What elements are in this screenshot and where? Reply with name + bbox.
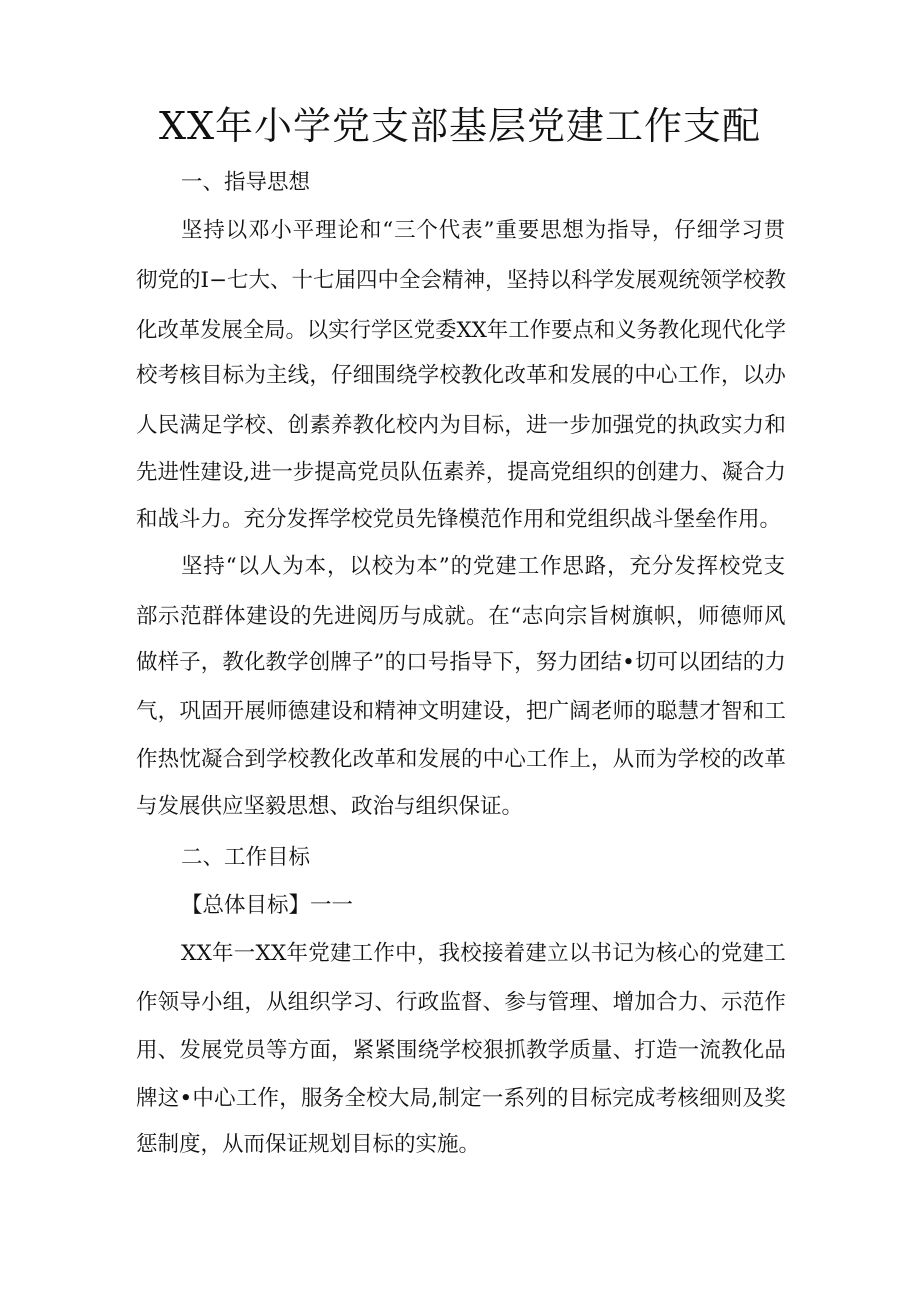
paragraph-line: 惩制度，从而保证规划目标的实施。 [136, 1132, 481, 1157]
paragraph-line: 与发展供应坚毅思想、政治与组织保证。 [136, 794, 524, 819]
paragraph-line: 坚持“以人为本，以校为本”的党建工作思路，充分发挥校党支 [181, 554, 786, 579]
section-heading-guiding-ideology: 一、指导思想 [181, 170, 311, 195]
paragraph-line: 气，巩固开展师德建设和精神文明建设，把广阔老师的聪慧才智和工 [136, 699, 786, 724]
subheading-overall-goal: 【总体目标】一一 [181, 893, 354, 918]
paragraph-line: 部示范群体建设的先进阅历与成就。在“志向宗旨树旗帜，师德师风 [136, 604, 786, 629]
paragraph-line: 作热忱凝合到学校教化改革和发展的中心工作上，从而为学校的改革 [136, 747, 786, 772]
paragraph-line: 用、发展党员等方面，紧紧围绕学校狠抓教学质量、打造一流教化品 [136, 1038, 786, 1063]
section-heading-work-goals: 二、工作目标 [181, 845, 311, 870]
paragraph-line: 做样子，教化教学创牌子”的口号指导下，努力团结•切可以团结的力 [136, 650, 786, 675]
paragraph-line: 彻党的I−七大、十七届四中全会精神，坚持以科学发展观统领学校教 [136, 268, 786, 293]
paragraph-line: 校考核目标为主线，仔细围绕学校教化改革和发展的中心工作，以办 [136, 363, 786, 388]
document-title: XX年小学党支部基层党建工作支配 [158, 104, 762, 148]
paragraph-line: 化改革发展全局。以实行学区党委XX年工作要点和义务教化现代化学 [136, 318, 786, 343]
paragraph-line: 坚持以邓小平理论和“三个代表”重要思想为指导，仔细学习贯 [181, 218, 786, 243]
paragraph-line: 人民满足学校、创素养教化校内为目标，进一步加强党的执政实力和 [136, 413, 786, 438]
paragraph-line: XX年一XX年党建工作中，我校接着建立以书记为核心的党建工 [181, 941, 786, 966]
paragraph-line: 牌这•中心工作，服务全校大局,制定一系列的目标完成考核细则及奖 [136, 1086, 786, 1111]
paragraph-line: 和战斗力。充分发挥学校党员先锋模范作用和党组织战斗堡垒作用。 [136, 507, 782, 532]
paragraph-line: 先进性建设,进一步提高党员队伍素养，提高党组织的创建力、凝合力 [136, 460, 786, 485]
paragraph-line: 作领导小组，从组织学习、行政监督、参与管理、增加合力、示范作 [136, 990, 786, 1015]
